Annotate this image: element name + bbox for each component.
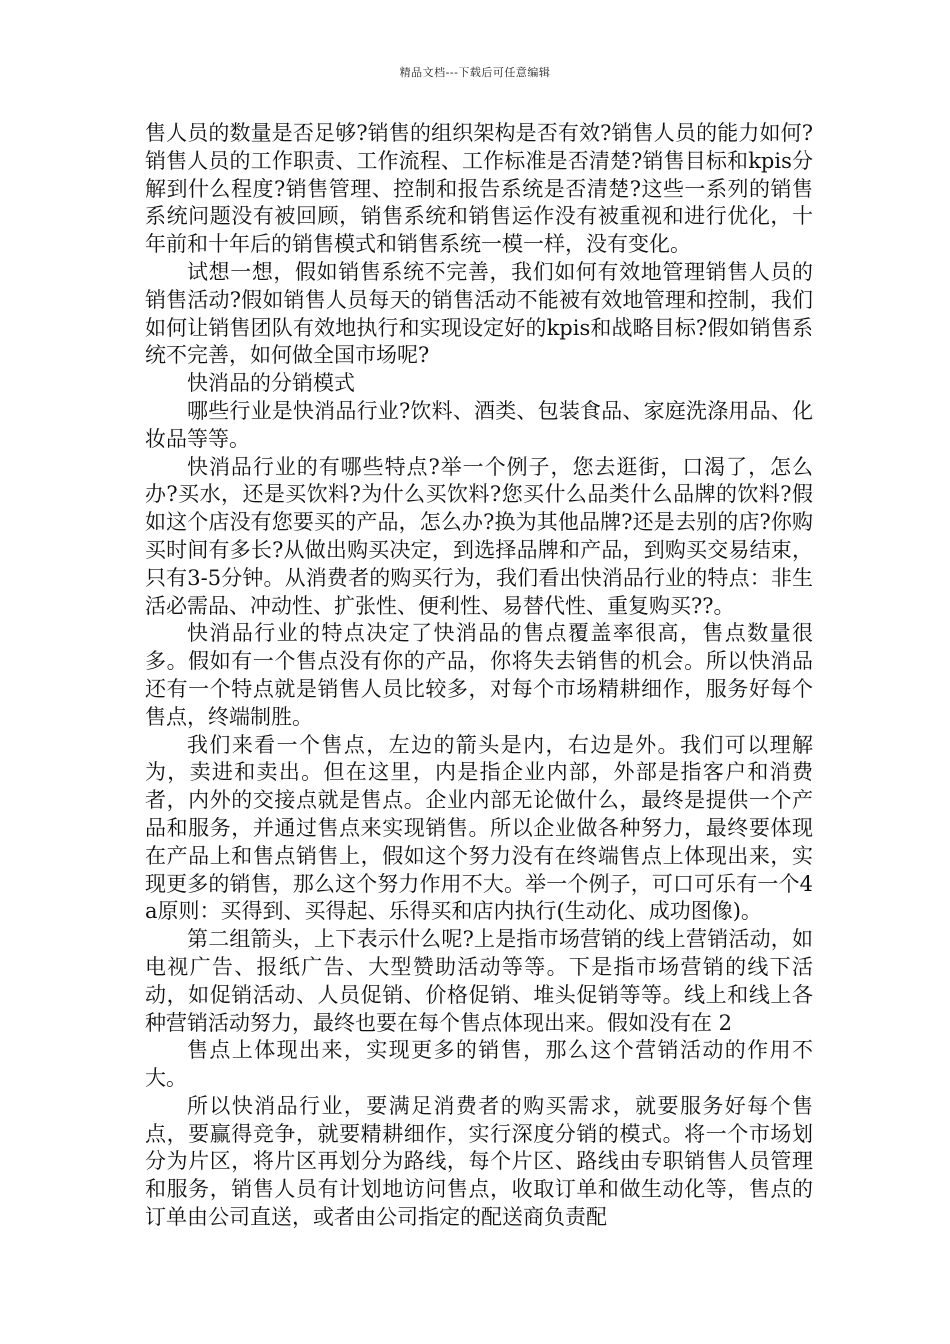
paragraph-deep-distribution: 所以快消品行业，要满足消费者的购买需求，就要服务好每个售点，要赢得竞争，就要精耕细作，实行深度分销的模式。将一个市场划分为片区，将片区再划分为路线，每个片区、路线由专职销售人员管理和服务，销售人员有计划地访问售点，收取订单和做生动化等，售点的订单由公司直送，或者由公司指定的配送商负责配 <box>145 1093 813 1230</box>
paragraph-imagine: 试想一想，假如销售系统不完善，我们如何有效地管理销售人员的销售活动?假如销售人员每天的销售活动不能被有效地管理和控制，我们如何让销售团队有效地执行和实现设定好的kpis和战略目标?假如销售系统不完善，如何做全国市场呢? <box>145 259 813 368</box>
page-header: 精品文档---下载后可任意编辑 <box>399 66 551 79</box>
paragraph-outlet-coverage: 快消品行业的特点决定了快消品的售点覆盖率很高，售点数量很多。假如有一个售点没有你的产品，你将失去销售的机会。所以快消品还有一个特点就是销售人员比较多，对每个市场精耕细作，服务好每个售点，终端制胜。 <box>145 621 813 729</box>
paragraph-second-arrows: 第二组箭头，上下表示什么呢?上是指市场营销的线上营销活动，如电视广告、报纸广告、大型赞助活动等等。下是指市场营销的线下活动，如促销活动、人员促销、价格促销、堆头促销等等。线上和线上各种营销活动努力，最终也要在每个售点体现出来。假如没有在 2 <box>145 927 813 1035</box>
document-body <box>145 120 813 1232</box>
paragraph-outlet-reflection: 售点上体现出来，实现更多的销售，那么这个营销活动的作用不大。 <box>145 1038 813 1091</box>
paragraph-fmcg-characteristics: 快消品行业的有哪些特点?举一个例子，您去逛街，口渴了，怎么办?买水，还是买饮料?为什么买饮料?您买什么品类什么品牌的饮料?假如这个店没有您要买的产品，怎么办?换为其他品牌?还是去别的店?你购买时间有多长?从做出购买决定，到选择品牌和产品，到购买交易结束，只有3-5分钟。从消费者的购买行为，我们看出快消品行业的特点：非生活必需品、冲动性、扩张性、便利性、易替代性、重复购买??。 <box>145 454 813 618</box>
paragraph-outlet-arrows: 我们来看一个售点，左边的箭头是内，右边是外。我们可以理解为，卖进和卖出。但在这里，内是指企业内部，外部是指客户和消费者，内外的交接点就是售点。企业内部无论做什么，最终是提供一个产品和服务，并通过售点来实现销售。所以企业做各种努力，最终要体现在产品上和售点销售上，假如这个努力没有在终端售点上体现出来，实现更多的销售，那么这个努力作用不大。举一个例子，可口可乐有一个4a原则：买得到、买得起、乐得买和店内执行(生动化、成功图像)。 <box>145 732 813 924</box>
paragraph-fmcg-industries: 哪些行业是快消品行业?饮料、酒类、包装食品、家庭洗涤用品、化妆品等等。 <box>145 398 813 451</box>
paragraph-sales-system-questions: 售人员的数量是否足够?销售的组织架构是否有效?销售人员的能力如何?销售人员的工作职责、工作流程、工作标准是否清楚?销售目标和kpis分解到什么程度?销售管理、控制和报告系统是否清楚?这些一系列的销售系统问题没有被回顾，销售系统和销售运作没有被重视和进行优化，十年前和十年后的销售模式和销售系统一模一样，没有变化。 <box>145 121 813 257</box>
section-heading-distribution-model: 快消品的分销模式 <box>187 371 355 396</box>
